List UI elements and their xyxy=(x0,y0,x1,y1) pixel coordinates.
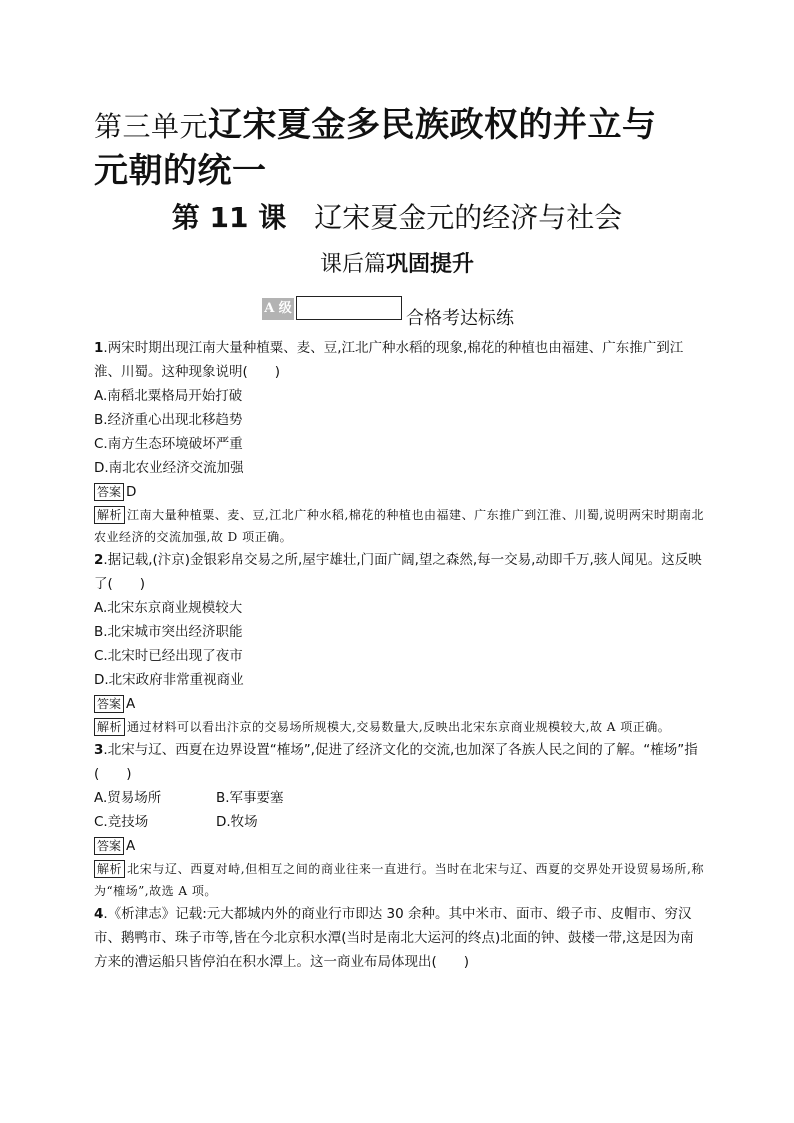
option-row xyxy=(94,786,704,810)
level-score-box xyxy=(296,296,402,320)
explanation xyxy=(94,504,704,548)
explanation-text: 江南大量种植粟、麦、豆,江北广种水稻,棉花的种植也由福建、广东推广到江淮、川蜀,说明两宋时期南北农业经济的交流加强,故 D 项正确。 xyxy=(94,508,704,544)
option-a: A.北宋东京商业规模较大 xyxy=(94,600,243,616)
answer-tag: 答案 xyxy=(94,483,124,501)
explanation xyxy=(94,716,704,738)
unit-title-line1: 辽宋夏金多民族政权的并立与 xyxy=(208,105,657,145)
unit-title-line2: 元朝的统一 xyxy=(94,151,267,191)
option-a: A.南稻北粟格局开始打破 xyxy=(94,388,243,404)
explanation-text: 北宋与辽、西夏对峙,但相互之间的商业往来一直进行。当时在北宋与辽、西夏的交界处开设贸易场所,称为“榷场”,故选 A 项。 xyxy=(94,862,704,898)
option-d: D.北宋政府非常重视商业 xyxy=(94,672,244,688)
question-stem xyxy=(94,548,704,596)
question-3 xyxy=(94,738,704,902)
question-number: 3 xyxy=(94,742,104,758)
answer-value: D xyxy=(126,484,137,500)
lesson-name: 辽宋夏金元的经济与社会 xyxy=(314,201,623,234)
explanation xyxy=(94,858,704,902)
unit-title xyxy=(94,103,714,193)
lesson-title xyxy=(0,200,794,236)
option-d: D.南北农业经济交流加强 xyxy=(94,460,244,476)
question-number: 2 xyxy=(94,552,104,568)
option-b: B.军事要塞 xyxy=(216,790,284,806)
option-d: D.牧场 xyxy=(216,814,258,830)
explanation-text: 通过材料可以看出汴京的交易场所规模大,交易数量大,反映出北宋东京商业规模较大,故 A 项正确。 xyxy=(127,720,671,734)
question-4 xyxy=(94,902,704,974)
explain-tag: 解析 xyxy=(94,860,125,878)
option-row xyxy=(94,810,704,834)
question-text: .据记载,(汴京)金银彩帛交易之所,屋宇雄壮,门面广阔,望之森然,每一交易,动即千万,骇人闻见。这反映了( ) xyxy=(94,552,702,592)
question-stem xyxy=(94,336,704,384)
section-title-bold: 巩固提升 xyxy=(386,252,475,277)
explain-tag: 解析 xyxy=(94,506,125,524)
question-number: 4 xyxy=(94,906,104,922)
level-label: 合格考达标练 xyxy=(406,308,514,329)
answer-line xyxy=(94,834,704,858)
option-a: A.贸易场所 xyxy=(94,790,162,806)
option-b: B.经济重心出现北移趋势 xyxy=(94,412,243,428)
question-stem xyxy=(94,738,704,786)
section-title xyxy=(0,250,794,280)
level-badge: A 级 xyxy=(262,298,294,320)
lesson-number: 第 11 课 xyxy=(171,201,287,234)
question-text: .北宋与辽、西夏在边界设置“榷场”,促进了经济文化的交流,也加深了各族人民之间的了解。“榷场”指( ) xyxy=(94,742,698,782)
question-number: 1 xyxy=(94,340,104,356)
question-2 xyxy=(94,548,704,738)
question-1 xyxy=(94,336,704,548)
answer-line xyxy=(94,692,704,716)
explain-tag: 解析 xyxy=(94,718,125,736)
answer-tag: 答案 xyxy=(94,837,124,855)
question-list xyxy=(94,336,704,974)
option-b: B.北宋城市突出经济职能 xyxy=(94,624,243,640)
answer-line xyxy=(94,480,704,504)
option-c: C.北宋时已经出现了夜市 xyxy=(94,648,243,664)
option-c: C.南方生态环境破坏严重 xyxy=(94,436,243,452)
section-title-normal: 课后篇 xyxy=(319,252,386,277)
answer-value: A xyxy=(126,696,136,712)
question-text: .《析津志》记载:元大都城内外的商业行市即达 30 余种。其中米市、面市、缎子市、皮帽市、穷汉市、鹅鸭市、珠子市等,皆在今北京积水潭(当时是南北大运河的终点)北面的钟、鼓楼一带,这是因为南方来的漕运船只皆停泊在积水潭上。这一商业布局体现出( ) xyxy=(94,906,694,970)
answer-value: A xyxy=(126,838,136,854)
unit-prefix: 第三单元 xyxy=(94,110,209,143)
option-c: C.竞技场 xyxy=(94,814,149,830)
question-text: .两宋时期出现江南大量种植粟、麦、豆,江北广种水稻的现象,棉花的种植也由福建、广东推广到江淮、川蜀。这种现象说明( ) xyxy=(94,340,684,380)
question-stem xyxy=(94,902,704,974)
answer-tag: 答案 xyxy=(94,695,124,713)
